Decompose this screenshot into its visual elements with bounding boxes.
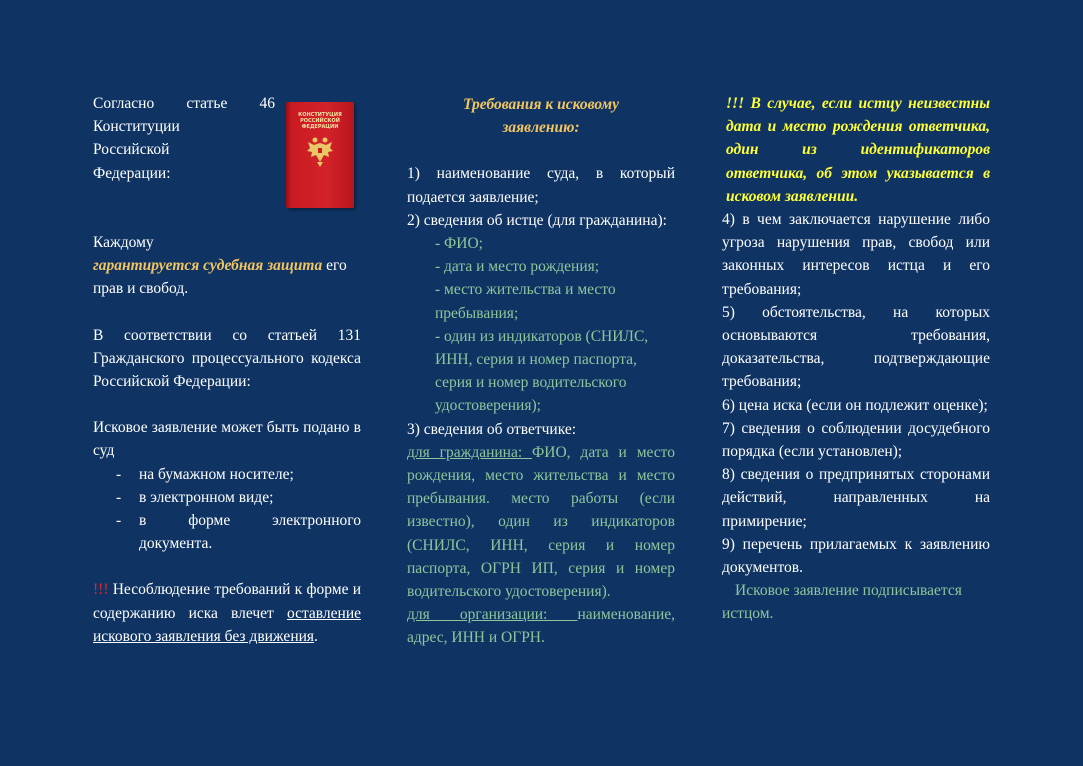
requirements-title: Требования к исковому заявлению: bbox=[462, 96, 620, 137]
warning-text: Несоблюдение требований к форме и содержанию иска влечет bbox=[93, 581, 361, 622]
right-column bbox=[722, 92, 990, 626]
warning-paragraph: !!! Несоблюдение требований к форме и содержанию иска влечет оставление искового заявления без движения. bbox=[93, 581, 361, 645]
req-item-6: 6) цена иска (если он подлежит оценке); bbox=[722, 396, 988, 414]
middle-column bbox=[407, 92, 675, 650]
intro-line-1: Согласно статье 46 bbox=[93, 95, 275, 112]
list-item: - ФИО; bbox=[435, 235, 483, 253]
claim-forms-list bbox=[93, 463, 361, 556]
intro-line-3: Российской bbox=[93, 141, 170, 159]
req-item-3: 3) сведения об ответчике: bbox=[407, 420, 577, 438]
citizen-text: ФИО, дата и место рождения, место жительства и место пребывания. место работы (если известно), один из индикаторов (СНИЛС, ИНН, серия и номер паспорта, ОГРН ИП, серия и номер водительского удостоверения). bbox=[407, 443, 675, 601]
constitution-book-image bbox=[286, 102, 354, 208]
list-item: - в электронном виде; bbox=[116, 488, 274, 506]
defendant-organization bbox=[407, 603, 675, 649]
org-label: для организации: bbox=[407, 606, 578, 624]
req-item-7: 7) сведения о соблюдении досудебного порядка (если установлен); bbox=[722, 419, 990, 461]
left-column bbox=[93, 92, 361, 648]
claim-intro: Исковое заявление может быть подано в суд bbox=[93, 419, 361, 460]
guaranteed-highlight: гарантируется судебная защита bbox=[93, 257, 323, 275]
eagle-emblem-icon bbox=[305, 134, 335, 168]
list-item: - один из индикаторов (СНИЛС, ИНН, серия и номер паспорта, серия и номер водительского удостоверения); bbox=[435, 327, 649, 415]
req-item-8: 8) сведения о предпринятых сторонами действий, направленных на примирение; bbox=[722, 466, 990, 530]
warning-mark: !!! bbox=[93, 581, 109, 599]
intro-line-4: Федерации: bbox=[93, 164, 171, 182]
judicial-protection-text bbox=[93, 254, 361, 300]
intro-line-2: Конституции bbox=[93, 118, 180, 136]
every-text: Каждому bbox=[93, 234, 154, 251]
org-text: наименование, адрес, ИНН и ОГРН. bbox=[407, 606, 675, 647]
list-item: - на бумажном носителе; bbox=[116, 465, 294, 483]
book-title: КОНСТИТУЦИЯ РОССИЙСКОЙ ФЕДЕРАЦИИ bbox=[298, 112, 342, 130]
warning-underlined: оставление искового заявления без движения bbox=[93, 604, 361, 645]
list-item: - дата и место рождения; bbox=[435, 258, 600, 276]
rights-text: его прав и свобод. bbox=[93, 257, 347, 298]
unknown-defendant-note: !!! В случае, если истцу неизвестны дата и место рождения ответчика, один из идентификаторов ответчика, об этом указывается в исковом заявлении. bbox=[726, 95, 990, 205]
constitution-intro bbox=[93, 92, 275, 185]
req-item-4: 4) в чем заключается нарушение либо угроза нарушения прав, свобод или законных интересов истца и его требования; bbox=[722, 211, 990, 298]
req-item-2: 2) сведения об истце (для гражданина): bbox=[407, 211, 667, 229]
plaintiff-details bbox=[407, 232, 675, 418]
defendant-citizen bbox=[407, 441, 675, 603]
req-item-9: 9) перечень прилагаемых к заявлению документов. bbox=[722, 535, 990, 577]
signature-note: Исковое заявление подписывается истцом. bbox=[722, 582, 962, 623]
citizen-label: для гражданина: bbox=[407, 443, 533, 461]
list-item: - в форме электронного документа. bbox=[116, 512, 361, 553]
list-item: - место жительства и место пребывания; bbox=[435, 281, 616, 322]
gpk-paragraph: В соответствии со статьей 131 Гражданского процессуального кодекса Российской Федерации: bbox=[93, 326, 361, 391]
constitution-block bbox=[93, 92, 361, 208]
req-item-5: 5) обстоятельства, на которых основываются требования, доказательства, подтверждающие требования; bbox=[722, 303, 990, 391]
req-item-1: 1) наименование суда, в который подается заявление; bbox=[407, 165, 675, 206]
